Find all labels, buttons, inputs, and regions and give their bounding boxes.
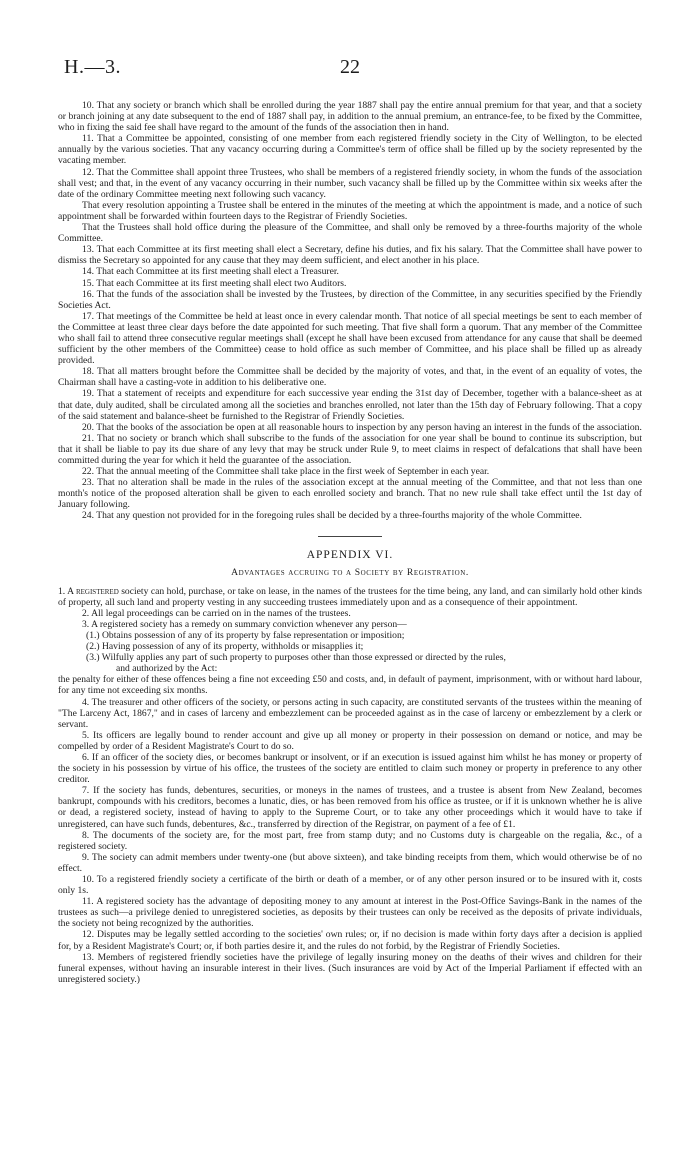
advantage-10: 10. To a registered friendly society a certificate of the birth or death of a member, or of any other person insured or to be insured with it, costs only 1s. <box>58 874 642 897</box>
advantage-3-penalty: the penalty for either of these offences being a fine not exceeding £50 and costs, and, in default of payment, imprisonment, with or without hard labour, for any time not exceeding six months. <box>58 674 642 697</box>
advantage-7: 7. If the society has funds, debentures, securities, or moneys in the names of trustees, and a trustee is absent from New Zealand, becomes bankrupt, compounds with his creditors, becomes a lunatic, dies, or has been removed from his office as trustee, or if it is unknown whether he is alive or dead, a registered society, instead of having to apply to the Supreme Court, or to take any other proceedings which it would have to take if unregistered, can have such funds, debentures, &c., transferred by direction of the Registrar, on payment of a fee of £1. <box>58 785 642 830</box>
advantage-1-keyword: registered <box>75 585 119 597</box>
advantage-8: 8. The documents of the society are, for the most part, free from stamp duty; and no Customs duty is chargeable on the regalia, &c., of a registered society. <box>58 829 642 852</box>
advantage-5: 5. Its officers are legally bound to render account and give up all money or property in their possession on demand or notice, and may be compelled by order of a Resident Magistrate's Court to do so. <box>58 729 642 752</box>
advantage-1-text: society can hold, purchase, or take on lease, in the names of the trustees for the time being, any land, and can similarly hold other kinds of property, all such land and property vesting in any succeeding trustees immediately upon and as a consequence of their appointment. <box>58 585 642 608</box>
rule-21: 21. That no society or branch which shall subscribe to the funds of the association for one year shall be bound to continue its subscription, but that it shall be liable to pay its due share of any levy that may be struck under Rule 9, to meet claims in respect of defalcations that shall have been committed during the year for which it held the guarantee of the association. <box>58 432 642 466</box>
advantage-3-item-3-cont: and authorized by the Act: <box>116 663 218 675</box>
rule-11: 11. That a Committee be appointed, consisting of one member from each registered friendly society in the City of Wellington, to be elected annually by the various societies. That any vacancy occurring during a Committee's term of office shall be filled up by the society represented by the vacating member. <box>58 133 642 167</box>
advantage-3-item-3: (3.) Wilfully applies any part of such property to purposes other than those expressed or directed by the rules, <box>86 652 506 664</box>
rule-20: 20. That the books of the association be open at all reasonable hours to inspection by any person having an interest in the funds of the association. <box>82 421 642 433</box>
appendix-vi <box>58 549 642 985</box>
rule-10: 10. That any society or branch which shall be enrolled during the year 1887 shall pay the entire annual premium for that year, and that a society or branch joining at any date subsequent to the end of 1887 shall pay, in addition to the annual premium, an entrance-fee, to be fixed by the Committee, who in fixing the said fee shall have regard to the amount of the funds of the association then in hand. <box>58 100 642 134</box>
page-number: 22 <box>340 56 360 78</box>
rule-22: 22. That the annual meeting of the Committee shall take place in the first week of September in each year. <box>82 466 490 478</box>
page-header <box>58 56 642 84</box>
rule-14: 14. That each Committee at its first meeting shall elect a Treasurer. <box>82 266 339 278</box>
appendix-title: APPENDIX VI. <box>306 548 394 561</box>
association-rules <box>58 100 642 522</box>
section-divider <box>318 536 382 537</box>
rule-18: 18. That all matters brought before the Committee shall be decided by the majority of votes, and that, in the event of an equality of votes, the Chairman shall have a casting-vote in addition to his deliberative one. <box>58 366 642 389</box>
rule-13: 13. That each Committee at its first meeting shall elect a Secretary, define his duties, and fix his salary. That the Committee shall have power to dismiss the Secretary so appointed for any cause that they may deem sufficient, and elect another in his place. <box>58 244 642 267</box>
rule-17: 17. That meetings of the Committee be held at least once in every calendar month. That notice of all special meetings be sent to each member of the Committee at least three clear days before the date appointed for such meeting. That five shall form a quorum. That any member of the Committee who shall fail to attend three consecutive regular meetings shall (except he shall have been excused from attendance for any cause that shall be deemed sufficient by the other members of the Committee) cease to hold office as such member of Committee, and his place shall be filled up as already provided. <box>58 310 642 367</box>
appendix-subtitle: Advantages accruing to a Society by Registration. <box>231 566 469 578</box>
advantage-12: 12. Disputes may be legally settled according to the societies' own rules; or, if no decision is made within forty days after a decision is applied for, by a Resident Magistrate's Court; or, if both parties desire it, and the rules do not forbid, by the Registrar of Friendly Societies. <box>58 929 642 952</box>
document-reference: H.—3. <box>64 56 121 78</box>
rule-12-trustee-resolution: That every resolution appointing a Trustee shall be entered in the minutes of the meeting at which the appointment is made, and a notice of such appointment shall be forwarded within fourteen days to the Registrar of Friendly Societies. <box>58 199 642 222</box>
rule-23: 23. That no alteration shall be made in the rules of the association except at the annual meeting of the Committee, and that not less than one month's notice of the proposed alteration shall be given to each enrolled society and branch. That no new rule shall take effect until the 1st day of January following. <box>58 477 642 511</box>
advantage-11: 11. A registered society has the advantage of depositing money to any amount at interest in the Post-Office Savings-Bank in the names of the trustees as such—a privilege denied to unregistered societies, as deposits by their trustees can only be received as the deposits of private individuals, the society not being recognized by the authorities. <box>58 896 642 930</box>
advantage-13: 13. Members of registered friendly societies have the privilege of legally insuring money on the deaths of their wives and children for their funeral expenses, without having an insurable interest in their lives. (Such insurances are void by Act of the Imperial Parliament if effected with an unregistered society.) <box>58 951 642 985</box>
advantage-3: 3. A registered society has a remedy on summary conviction whenever any person— <box>82 618 407 630</box>
advantage-4: 4. The treasurer and other officers of the society, or persons acting in such capacity, are constituted servants of the trustees within the meaning of "The Larceny Act, 1867," and in cases of larceny and embezzlement can be proceeded against as in the case of larceny or embezzlement by a clerk or servant. <box>58 696 642 730</box>
rule-19: 19. That a statement of receipts and expenditure for each successive year ending the 31st day of December, together with a balance-sheet as at that date, duly audited, shall be circulated among all the societies and branches enrolled, not later than the 15th day of February following. That a copy of the said statement and balance-sheet be furnished to the Registrar of Friendly Societies. <box>58 388 642 422</box>
advantage-9: 9. The society can admit members under twenty-one (but above sixteen), and take binding receipts from them, which would otherwise be of no effect. <box>58 851 642 874</box>
rule-24: 24. That any question not provided for in the foregoing rules shall be decided by a three-fourths majority of the whole Committee. <box>82 510 582 522</box>
advantage-6: 6. If an officer of the society dies, or becomes bankrupt or insolvent, or if an execution is issued against him whilst he has money or property of the society in his possession by virtue of his office, the trustees of the society are entitled to claim such money or property in preference to any other creditor. <box>58 751 642 786</box>
advantage-1-number: 1. A <box>58 585 76 597</box>
rule-16: 16. That the funds of the association shall be invested by the Trustees, by direction of the Committee, in any securities specified by the Friendly Societies Act. <box>58 288 642 311</box>
advantage-3-item-2: (2.) Having possession of any of its property, withholds or misapplies it; <box>86 641 364 653</box>
advantage-3-item-1: (1.) Obtains possession of any of its property by false representation or imposition; <box>86 629 405 641</box>
rule-15: 15. That each Committee at its first meeting shall elect two Auditors. <box>82 277 347 289</box>
rule-12-trustee-office: That the Trustees shall hold office during the pleasure of the Committee, and shall only be removed by a three-fourths majority of the whole Committee. <box>58 222 642 245</box>
advantage-2: 2. All legal proceedings can be carried on in the names of the trustees. <box>82 607 351 619</box>
rule-12: 12. That the Committee shall appoint three Trustees, who shall be members of a registered friendly society, in whom the funds of the association shall vest; and that, in the event of any vacancy occurring in their number, such vacancy shall be filled up by the Committee within six weeks after the date of the ordinary Committee meeting next following such vacancy. <box>58 166 642 200</box>
advantage-1 <box>58 586 642 608</box>
